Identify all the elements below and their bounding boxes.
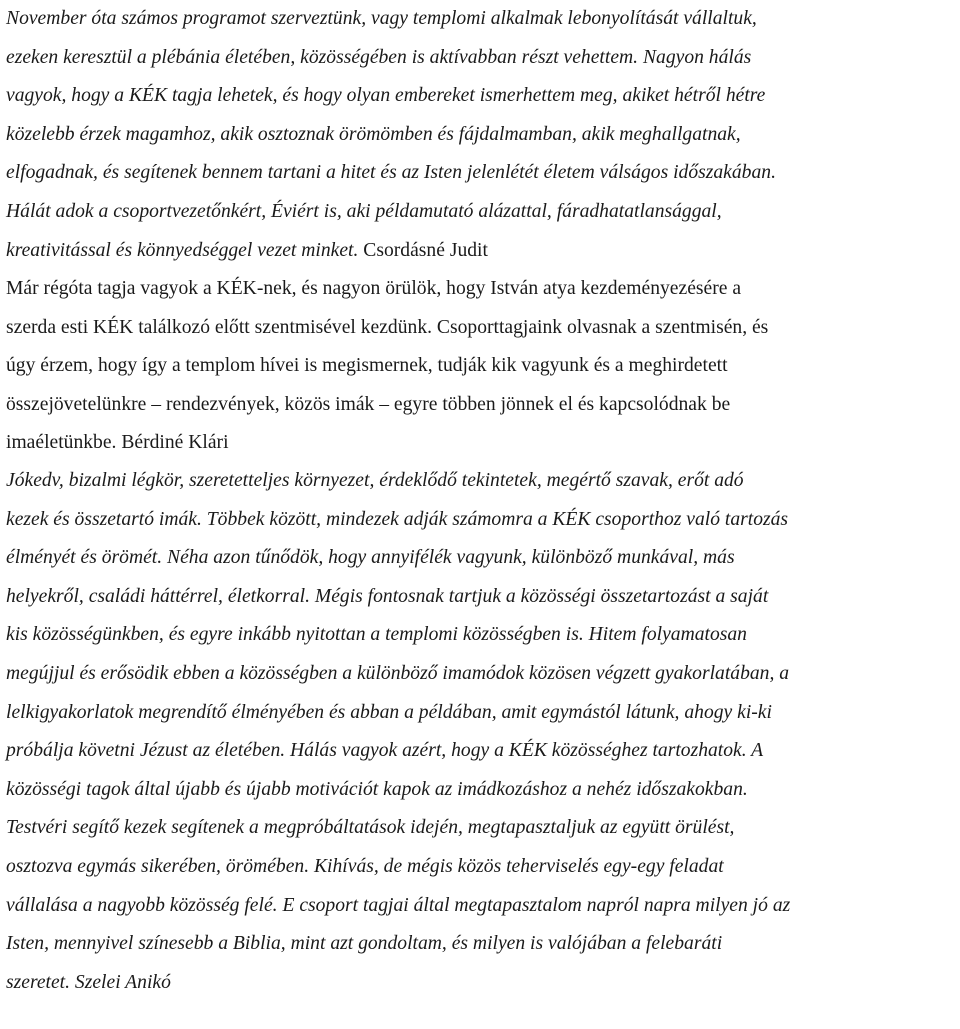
text-line: [6, 462, 790, 501]
text-line: [6, 270, 768, 309]
text-segment: elfogadnak, és segítenek bennem tartani a hitet és az Isten jelenlétét életem válságos időszakában.: [6, 162, 776, 184]
text-segment: ezeken keresztül a plébánia életében, közösségében is aktívabban részt vehettem. Nagyon hálás: [6, 46, 752, 68]
text-segment: imaéletünkbe. Bérdiné Klári: [6, 432, 229, 454]
text-segment: lelkigyakorlatok megrendítő élményében és abban a példában, amit egymástól látunk, ahogy ki-ki: [6, 701, 772, 723]
text-segment: vagyok, hogy a KÉK tagja lehetek, és hogy olyan embereket ismerhettem meg, akiket hétről hétre: [6, 85, 766, 107]
text-line: [6, 347, 768, 386]
text-line: [6, 193, 776, 232]
text-segment: osztozva egymás sikerében, örömében. Kihívás, de mégis közös teherviselés egy-egy feladat: [6, 855, 724, 877]
text-segment: összejövetelünkre – rendezvények, közös imák – egyre többen jönnek el és kapcsolódnak be: [6, 393, 731, 415]
text-segment: Hálát adok a csoportvezetőnkért, Éviért is, aki példamutató alázattal, fáradhatatlansággal,: [6, 200, 722, 222]
text-line: [6, 386, 768, 425]
text-line: [6, 694, 790, 733]
text-segment: megújjul és erősödik ebben a közösségben a különböző imamódok közösen végzett gyakorlatában, a: [6, 662, 790, 684]
text-segment: közösségi tagok által újabb és újabb motivációt kapok az imádkozáshoz a nehéz időszakokban.: [6, 778, 748, 800]
text-line: [6, 232, 776, 271]
text-line: [6, 732, 790, 771]
testimonial-paragraph: [6, 0, 776, 270]
text-line: [6, 39, 776, 78]
text-segment: Már régóta tagja vagyok a KÉK-nek, és nagyon örülök, hogy István atya kezdeményezésére a: [6, 278, 742, 299]
text-segment: Testvéri segítő kezek segítenek a megpróbáltatások idején, megtapasztaljuk az együtt örülést,: [6, 817, 735, 839]
text-segment: Többek között, mindezek adják számomra a KÉK csoporthoz való tartozás: [201, 508, 789, 530]
text-line: [6, 616, 790, 655]
text-segment: próbálja követni Jézust az életében. Hálás vagyok azért, hogy a KÉK közösséghez tartozhatok. A: [6, 740, 764, 762]
text-segment: Szelei Anikó: [70, 971, 171, 993]
text-segment: kreativitással és könnyedséggel vezet minket.: [6, 239, 359, 261]
text-line: [6, 964, 790, 1003]
text-line: [6, 0, 776, 39]
text-segment: Jókedv, bizalmi légkör, szeretetteljes környezet, érdeklődő tekintetek, megértő szavak, erőt adó: [6, 470, 744, 491]
text-segment: kis közösségünkben, és egyre inkább nyitottan a templomi közösségben is. Hitem folyamatosan: [6, 624, 747, 646]
text-line: [6, 154, 776, 193]
text-segment: közelebb érzek magamhoz, akik osztoznak örömömben és fájdalmamban, akik meghallgatnak,: [6, 123, 741, 145]
text-segment: Isten, mennyivel színesebb a Biblia, mint azt gondoltam, és milyen is valójában a felebaráti: [6, 933, 723, 955]
text-segment: élményét és örömét. Néha azon tűnődök, hogy annyifélék vagyunk, különböző munkával, más: [6, 547, 735, 569]
text-line: [6, 771, 790, 810]
testimonial-paragraph: [6, 462, 790, 1002]
text-segment: helyekről, családi háttérrel, életkorral. Mégis fontosnak tartjuk a közösségi összetartozást a saját: [6, 585, 769, 607]
text-segment: kezek és összetartó imák.: [6, 508, 202, 530]
text-segment: szeretet.: [6, 971, 71, 993]
text-segment: November óta számos programot szerveztünk, vagy templomi alkalmak lebonyolítását vállaltuk,: [6, 8, 757, 29]
text-segment: Csordásné Judit: [358, 239, 488, 261]
testimonial-paragraph: [6, 270, 768, 463]
text-line: [6, 116, 776, 155]
text-line: [6, 539, 790, 578]
text-line: [6, 578, 790, 617]
text-line: [6, 424, 768, 463]
text-line: [6, 655, 790, 694]
text-line: [6, 809, 790, 848]
text-segment: szerda esti KÉK találkozó előtt szentmisével kezdünk. Csoporttagjaink olvasnak a szentmisén, és: [6, 316, 769, 338]
text-segment: úgy érzem, hogy így a templom hívei is megismernek, tudják kik vagyunk és a meghirdetett: [6, 355, 728, 377]
text-line: [6, 925, 790, 964]
text-line: [6, 309, 768, 348]
text-line: [6, 77, 776, 116]
text-segment: vállalása a nagyobb közösség felé. E csoport tagjai által megtapasztalom napról napra milyen jó az: [6, 894, 791, 916]
text-line: [6, 501, 790, 540]
text-line: [6, 848, 790, 887]
text-line: [6, 887, 790, 926]
